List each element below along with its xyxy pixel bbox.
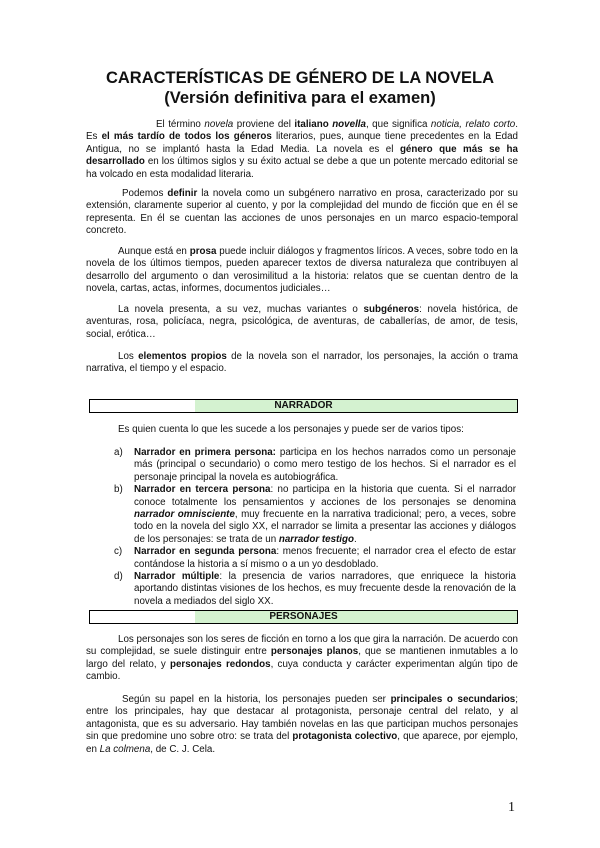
personajes-paragraph-role: Según su papel en la historia, los personajes pueden ser principales o secundarios; entre los principales, hay que destacar al protagonista, personaje central del relato, y al antagonista, que es su adversario. Hay también novelas en las que participan muchos personajes sin que predomine uno sobre otro: se trata del protagonista colectivo, que aparece, por ejemplo, en La colmena, de C. J. Cela. [86,694,518,755]
personajes-paragraph-complexity: Los personajes son los seres de ficción en torno a los que gira la narración. De acuerdo con su complejidad, se suele distinguir entre personajes planos, que se mantienen inmutables a lo largo del relato, y personajes redondos, cuya conducta y carácter experimentan algún tipo de cambio. [86,634,519,683]
list-item: a) Narrador en primera persona: participa en los hechos narrados como un personaje más (principal o secundario) o como mero testigo de los hechos. Si el narrador es el personaje principal la novela es autobiográfica. [114,447,516,483]
narrador-types-list [114,447,516,608]
page-title: CARACTERÍSTICAS DE GÉNERO DE LA NOVELA [105,69,495,87]
list-item: b) Narrador en tercera persona: no participa en la historia que cuenta. Si el narrador conoce totalmente los pensamientos y acciones de los personajes se denomina narrador omnisciente, muy frecuente en la narrativa tradicional; pero, a veces, sobre todo en la novela del siglo XX, el narrador se limita a presentar las acciones y diálogos de los personajes: se trata de un narrador testigo. [114,484,516,545]
intro-paragraph-etymology: El término novela proviene del italiano novella, que significa noticia, relato corto. Es el más tardío de todos los géneros literarios, pues, aunque tiene precedentes en la Edad Antigua, no se implantó hasta la Edad Media. La novela es el género que más se ha desarrollado en los últimos siglos y su éxito actual se debe a que un potente mercado editorial se ha volcado en esta modalidad literaria. [86,119,519,180]
page-subtitle: (Versión definitiva para el examen) [164,89,436,107]
page-number: 1 [508,800,515,815]
section-heading-narrador: NARRADOR [89,399,518,413]
list-item: d) Narrador múltiple: la presencia de varios narradores, que enriquece la historia aportando distintas visiones de los hechos, es muy frecuente desde la renovación de la novela a mediados del siglo XX. [114,571,516,607]
intro-paragraph-definition: Podemos definir la novela como un subgénero narrativo en prosa, caracterizado por su extensión, claramente superior al cuento, y por la complejidad del mundo de ficción que en él se representa. En él se cuentan las acciones de unos personajes en un marco espacio-temporal concreto. [86,188,518,237]
narrador-intro: Es quien cuenta lo que les sucede a los personajes y puede ser de varios tipos: [118,424,464,435]
list-item: c) Narrador en segunda persona: menos frecuente; el narrador crea el efecto de estar contándose la historia a sí mismo o a un yo desdoblado. [114,546,516,570]
intro-paragraph-subgenres: La novela presenta, a su vez, muchas variantes o subgéneros: novela histórica, de aventuras, rosa, policíaca, negra, psicológica, de aventuras, de caballerías, de amor, de tesis, social, erótica… [86,304,518,340]
intro-paragraph-elements: Los elementos propios de la novela son el narrador, los personajes, la acción o trama narrativa, el tiempo y el espacio. [86,351,518,375]
section-heading-personajes: PERSONAJES [89,610,518,624]
intro-paragraph-prose: Aunque está en prosa puede incluir diálogos y fragmentos líricos. A veces, sobre todo en la novela de los últimos tiempos, pueden aparecer textos de diversa naturaleza que contribuyen al desarrollo del argumento o dan verosimilitud a la historia: relatos que se cuentan dentro de la novela, cartas, actas, informes, documentos judiciales… [86,246,518,295]
